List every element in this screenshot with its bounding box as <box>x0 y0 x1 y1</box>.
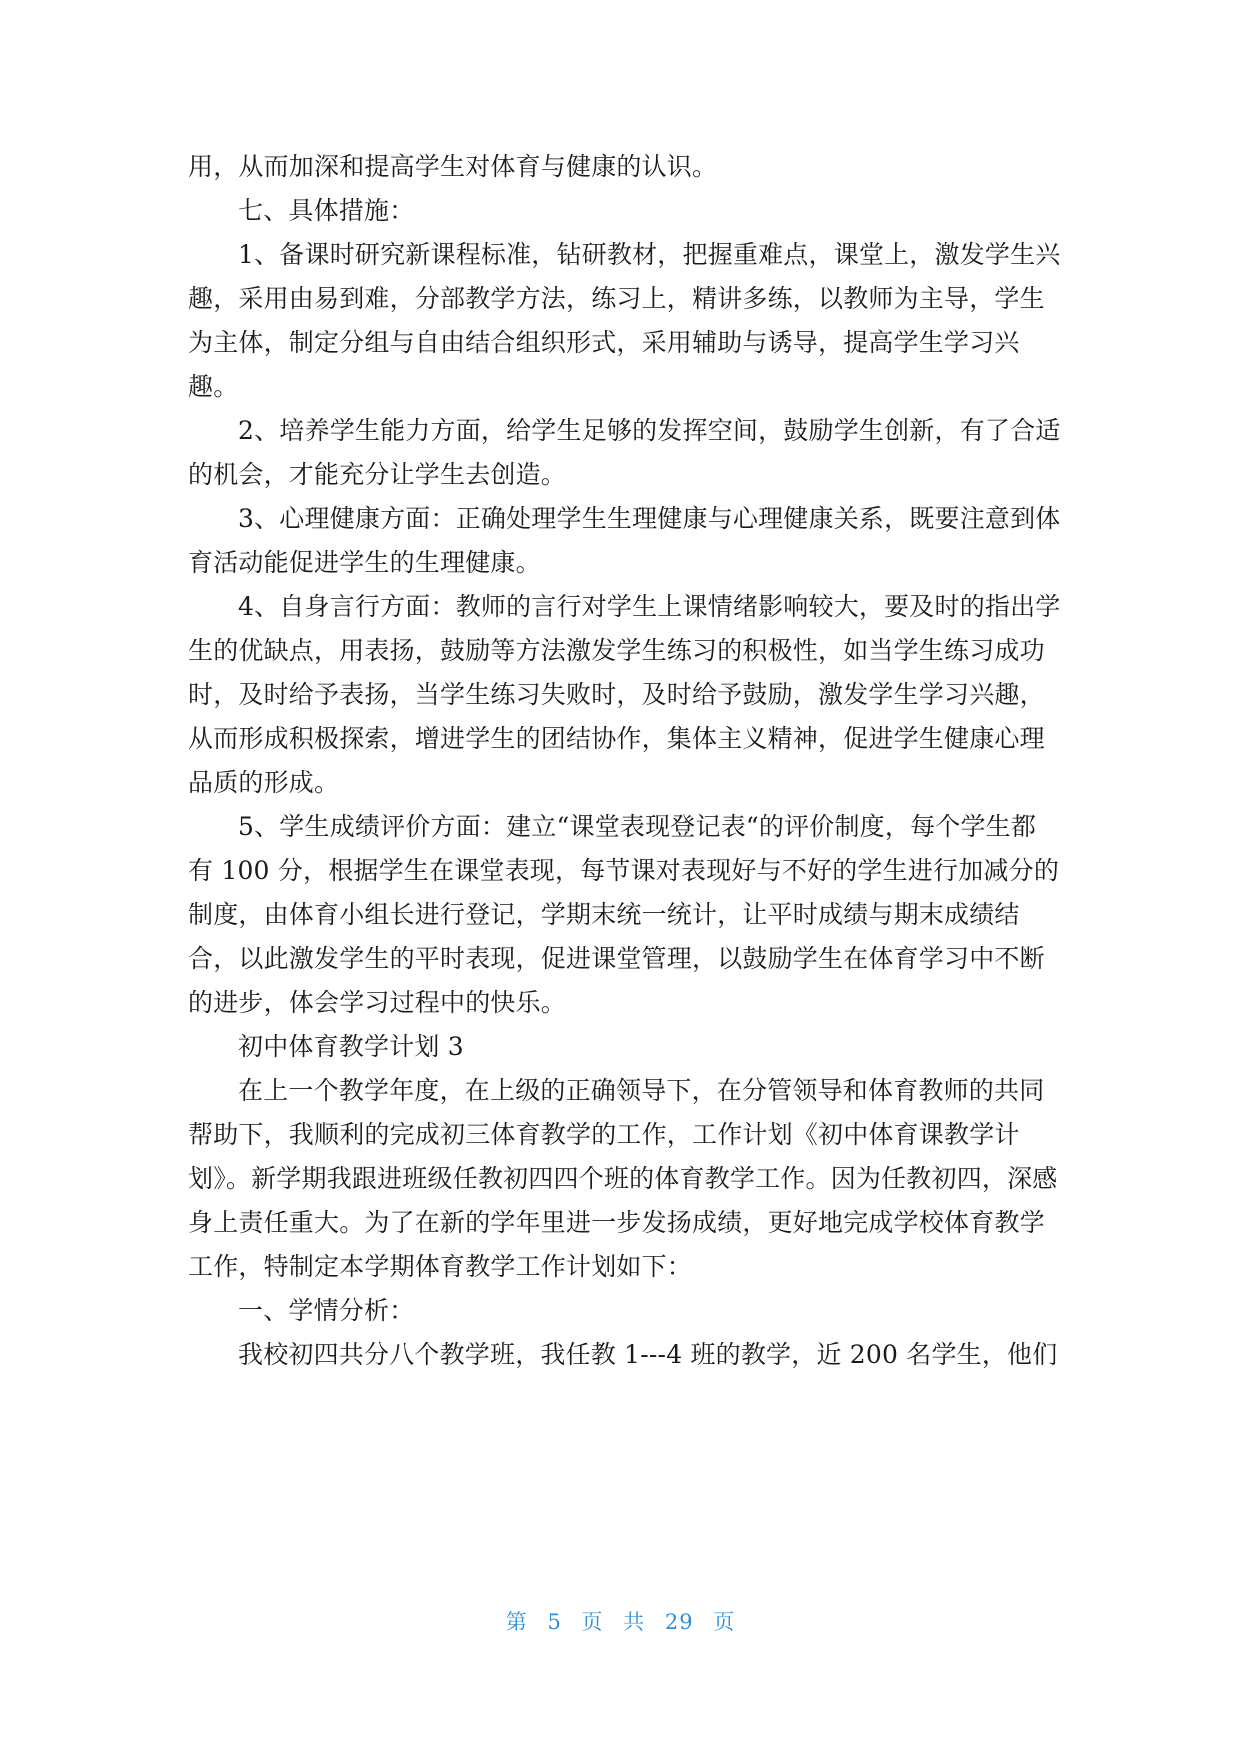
text-line: 我校初四共分八个教学班，我任教 1---4 班的教学，近 200 名学生，他们 <box>238 1340 1058 1369</box>
section-title: 初中体育教学计划 3 <box>238 1032 464 1061</box>
text-line: 划》。新学期我跟进班级任教初四四个班的体育教学工作。因为任教初四，深感 <box>188 1164 1058 1193</box>
text-line: 用，从而加深和提高学生对体育与健康的认识。 <box>188 152 718 181</box>
text-line: 工作，特制定本学期体育教学工作计划如下： <box>188 1252 693 1281</box>
text-line: 的进步，体会学习过程中的快乐。 <box>188 988 567 1017</box>
text-line: 合，以此激发学生的平时表现，促进课堂管理，以鼓励学生在体育学习中不断 <box>188 944 1045 973</box>
text-line: 2、培养学生能力方面，给学生足够的发挥空间，鼓励学生创新，有了合适 <box>238 416 1061 445</box>
text-line: 时，及时给予表扬，当学生练习失败时，及时给予鼓励，激发学生学习兴趣， <box>188 680 1045 709</box>
text-line: 3、心理健康方面：正确处理学生生理健康与心理健康关系，既要注意到体 <box>238 504 1061 533</box>
text-line: 1、备课时研究新课程标准，钻研教材，把握重难点，课堂上，激发学生兴 <box>238 240 1061 269</box>
text-line: 制度，由体育小组长进行登记，学期末统一统计，让平时成绩与期末成绩结 <box>188 900 1020 929</box>
text-line: 身上责任重大。为了在新的学年里进一步发扬成绩，更好地完成学校体育教学 <box>188 1208 1045 1237</box>
text-line: 在上一个教学年度，在上级的正确领导下，在分管领导和体育教师的共同 <box>238 1076 1045 1105</box>
text-line: 品质的形成。 <box>188 768 340 797</box>
text-line: 帮助下，我顺利的完成初三体育教学的工作，工作计划《初中体育课教学计 <box>188 1120 1020 1149</box>
text-line: 4、自身言行方面：教师的言行对学生上课情绪影响较大，要及时的指出学 <box>238 592 1061 621</box>
text-line: 趣。 <box>188 372 239 401</box>
text-line: 育活动能促进学生的生理健康。 <box>188 548 541 577</box>
text-line: 5、学生成绩评价方面：建立“课堂表现登记表“的评价制度，每个学生都 <box>238 812 1037 841</box>
text-line: 有 100 分，根据学生在课堂表现，每节课对表现好与不好的学生进行加减分的 <box>188 856 1060 885</box>
page-number-footer: 第 5 页 共 29 页 <box>505 1610 736 1634</box>
text-line: 生的优缺点，用表扬，鼓励等方法激发学生练习的积极性，如当学生练习成功 <box>188 636 1045 665</box>
section-heading: 七、具体措施： <box>238 196 415 225</box>
text-line: 从而形成积极探索，增进学生的团结协作，集体主义精神，促进学生健康心理 <box>188 724 1045 753</box>
section-heading: 一、学情分析： <box>238 1296 415 1325</box>
text-line: 为主体，制定分组与自由结合组织形式，采用辅助与诱导，提高学生学习兴 <box>188 328 1020 357</box>
text-line: 的机会，才能充分让学生去创造。 <box>188 460 567 489</box>
text-line: 趣，采用由易到难，分部教学方法，练习上，精讲多练，以教师为主导，学生 <box>188 284 1045 313</box>
